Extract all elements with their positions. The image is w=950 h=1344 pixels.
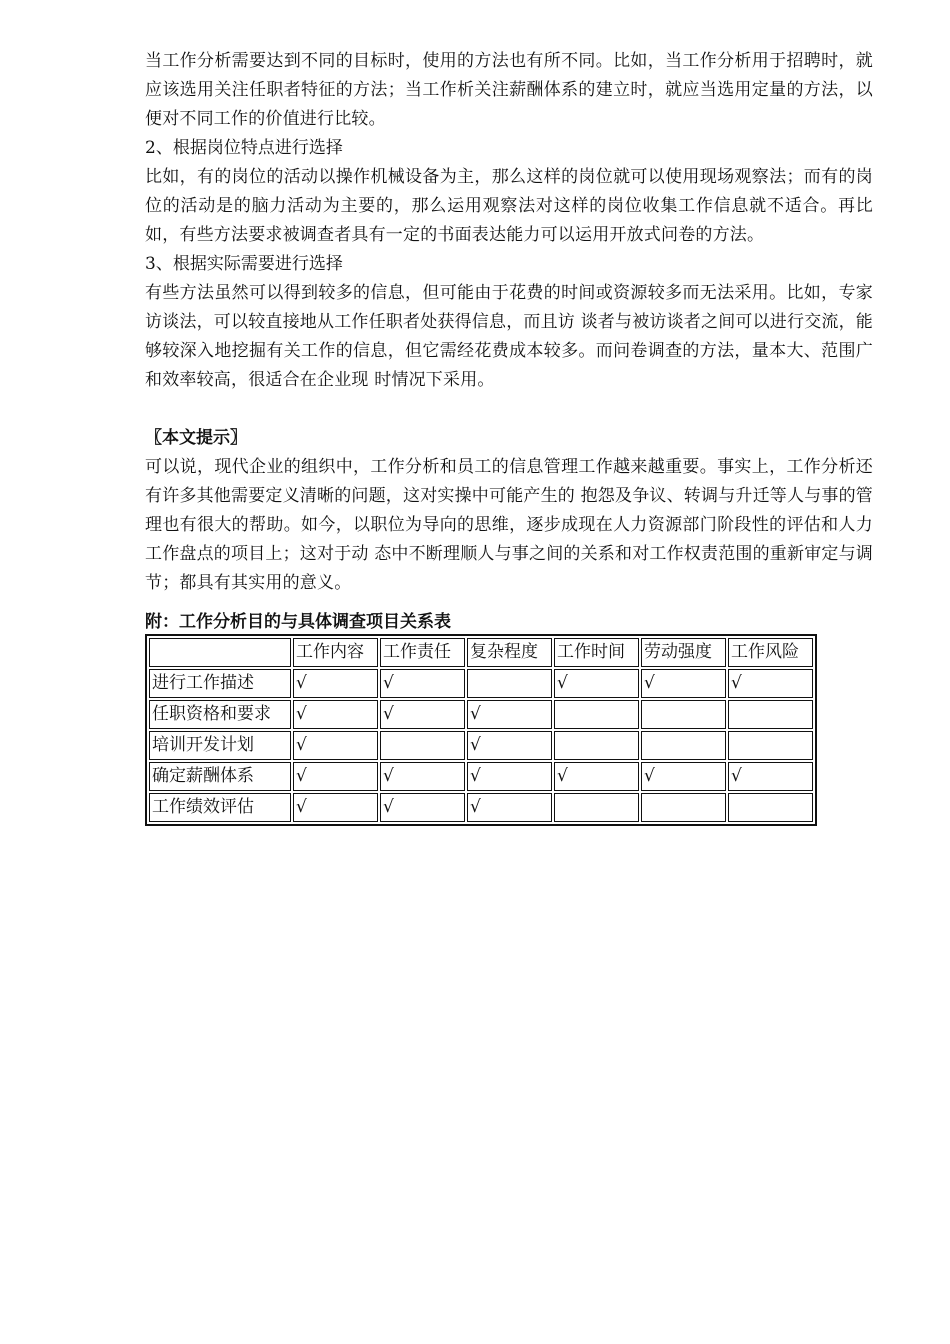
table-title: 附：工作分析目的与具体调查项目关系表 — [145, 612, 451, 632]
row-header: 确定薪酬体系 — [149, 762, 291, 791]
table-row — [149, 793, 813, 822]
section-3-body: 有些方法虽然可以得到较多的信息，但可能由于花费的时间或资源较多而无法采用。比如，专家访谈法，可以较直接地从工作任职者处获得信息，而且访 谈者与被访谈者之间可以进行交流，能够较深入地挖掘有关工作的信息，但它需经花费成本较多。而问卷调查的方法，量本大、范围广和效率较高，很适合在企业现 时情况下采用。 — [145, 283, 874, 390]
table-row — [149, 731, 813, 760]
row-header: 培训开发计划 — [149, 731, 291, 760]
section-2-heading: 2、根据岗位特点进行选择 — [145, 138, 343, 158]
check-cell: √ — [554, 762, 639, 791]
check-cell — [554, 793, 639, 822]
check-cell: √ — [293, 793, 378, 822]
tip-body: 可以说，现代企业的组织中，工作分析和员工的信息管理工作越来越重要。事实上，工作分析还有许多其他需要定义清晰的问题，这对实操中可能产生的 抱怨及争议、转调与升迁等人与事的管理也有很大的帮助。如今，以职位为导向的思维，逐步成现在人力资源部门阶段性的评估和人力工作盘点的项目上；这对于动 态中不断理顺人与事之间的关系和对工作权责范围的重新审定与调节；都具有其实用的意义。 — [145, 457, 874, 593]
check-cell: √ — [641, 762, 726, 791]
check-cell: √ — [380, 793, 465, 822]
intro-paragraph: 当工作分析需要达到不同的目标时，使用的方法也有所不同。比如，当工作分析用于招聘时，就应该选用关注任职者特征的方法；当工作析关注薪酬体系的建立时，就应当选用定量的方法，以便对不同工作的价值进行比较。 — [145, 51, 873, 129]
check-cell — [380, 731, 465, 760]
column-header: 工作时间 — [554, 638, 639, 667]
check-cell: √ — [293, 731, 378, 760]
check-cell: √ — [293, 700, 378, 729]
check-cell — [728, 731, 813, 760]
check-cell: √ — [293, 762, 378, 791]
column-header: 劳动强度 — [641, 638, 726, 667]
table-row — [149, 669, 813, 698]
check-cell — [728, 700, 813, 729]
check-cell: √ — [728, 762, 813, 791]
column-header: 工作风险 — [728, 638, 813, 667]
table-corner-cell — [149, 638, 291, 667]
table-row — [149, 700, 813, 729]
check-cell: √ — [554, 669, 639, 698]
check-cell: √ — [467, 762, 552, 791]
row-header: 任职资格和要求 — [149, 700, 291, 729]
column-header: 复杂程度 — [467, 638, 552, 667]
tip-heading: 〖本文提示〗 — [145, 428, 247, 448]
check-cell — [641, 793, 726, 822]
check-cell: √ — [467, 700, 552, 729]
check-cell: √ — [728, 669, 813, 698]
check-cell — [641, 700, 726, 729]
check-cell: √ — [380, 700, 465, 729]
row-header: 工作绩效评估 — [149, 793, 291, 822]
check-cell: √ — [641, 669, 726, 698]
table-row — [149, 762, 813, 791]
column-header: 工作责任 — [380, 638, 465, 667]
relationship-table — [145, 634, 817, 826]
table-header-row — [149, 638, 813, 667]
check-cell — [641, 731, 726, 760]
check-cell: √ — [467, 731, 552, 760]
row-header: 进行工作描述 — [149, 669, 291, 698]
check-cell — [467, 669, 552, 698]
section-3-heading: 3、根据实际需要进行选择 — [145, 254, 343, 274]
column-header: 工作内容 — [293, 638, 378, 667]
section-2-body: 比如，有的岗位的活动以操作机械设备为主，那么这样的岗位就可以使用现场观察法；而有的岗位的活动是的脑力活动为主要的，那么运用观察法对这样的岗位收集工作信息就不适合。再比如，有些方法要求被调查者具有一定的书面表达能力可以运用开放式问卷的方法。 — [145, 167, 873, 245]
check-cell: √ — [293, 669, 378, 698]
check-cell: √ — [380, 762, 465, 791]
check-cell — [554, 700, 639, 729]
check-cell: √ — [467, 793, 552, 822]
check-cell — [728, 793, 813, 822]
document-page — [145, 47, 873, 826]
spacer — [145, 395, 873, 424]
check-cell: √ — [380, 669, 465, 698]
check-cell — [554, 731, 639, 760]
